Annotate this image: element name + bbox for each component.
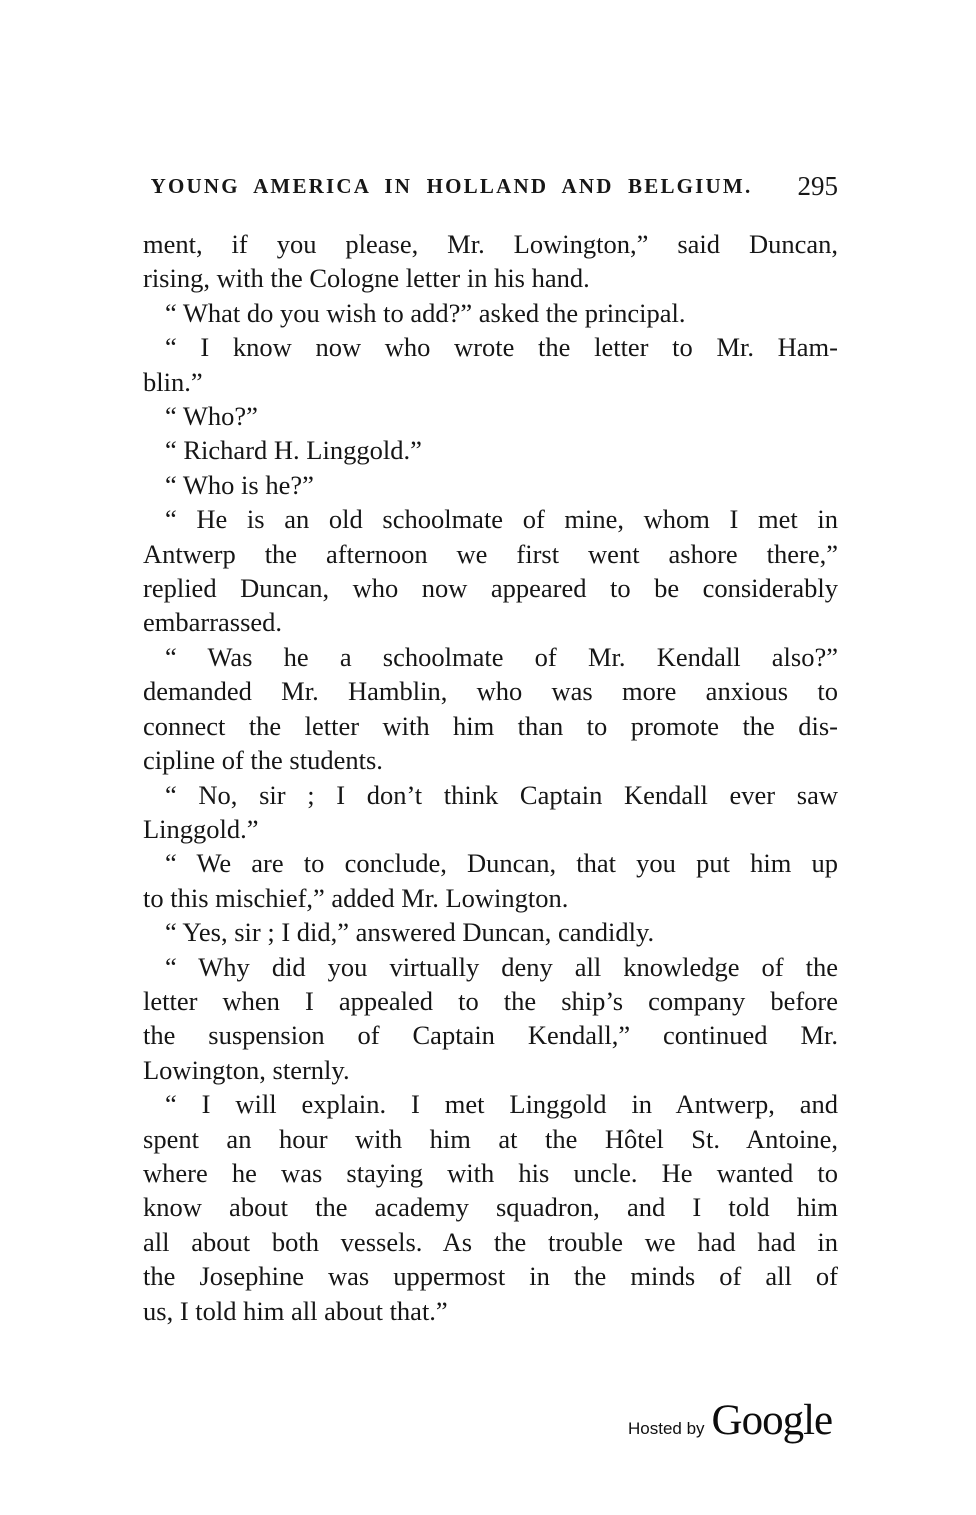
paragraph [143, 502, 838, 640]
text-line: the Josephine was uppermost in the minds of all of [143, 1261, 838, 1292]
text-line: blin.” [143, 366, 203, 397]
text-line: know about the academy squadron, and I told him [143, 1192, 838, 1223]
paragraph [143, 330, 838, 399]
text-line: to this mischief,” added Mr. Lowington. [143, 882, 569, 913]
paragraph [143, 399, 838, 433]
text-line: the suspension of Captain Kendall,” continued Mr. [143, 1020, 838, 1051]
text-line: “ Why did you virtually deny all knowledge of the [165, 951, 838, 982]
paragraph [143, 950, 838, 1088]
paragraph [143, 296, 838, 330]
paragraph [143, 227, 838, 296]
text-line: ment, if you please, Mr. Lowington,” said Duncan, [143, 229, 838, 259]
text-line: embarrassed. [143, 607, 283, 638]
text-line: cipline of the students. [143, 745, 383, 776]
text-line: where he was staying with his uncle. He wanted to [143, 1157, 838, 1188]
text-line: Antwerp the afternoon we first went ashore there,” [143, 538, 838, 569]
running-head [143, 171, 838, 201]
paragraph [143, 915, 838, 949]
text-line: spent an hour with him at the Hôtel St. Antoine, [143, 1123, 838, 1154]
hosted-by-google [628, 1396, 832, 1445]
text-line: “ Was he a schoolmate of Mr. Kendall also?” [165, 641, 838, 672]
text-line: connect the letter with him than to promote the dis- [143, 710, 838, 741]
text-line: us, I told him all about that.” [143, 1295, 448, 1326]
google-logo: Google [711, 1397, 833, 1444]
text-line: “ Richard H. Linggold.” [165, 435, 422, 466]
text-line: “ I will explain. I met Linggold in Antwerp, and [165, 1089, 838, 1120]
hosted-by-label: Hosted by [628, 1419, 705, 1438]
text-line: “ No, sir ; I don’t think Captain Kendall ever saw [165, 779, 838, 810]
paragraph [143, 433, 838, 467]
text-line: “ Yes, sir ; I did,” answered Duncan, candidly. [165, 917, 655, 948]
text-line: “ Who?” [165, 401, 258, 432]
paragraph [143, 640, 838, 778]
text-line: letter when I appealed to the ship’s company before [143, 985, 838, 1016]
text-line: “ He is an old schoolmate of mine, whom I met in [165, 504, 838, 535]
text-line: Lowington, sternly. [143, 1054, 350, 1085]
text-line: all about both vessels. As the trouble we had had in [143, 1226, 838, 1257]
paragraph [143, 468, 838, 502]
text-line: “ Who is he?” [165, 469, 314, 500]
paragraph [143, 1087, 838, 1328]
paragraph [143, 846, 838, 915]
page-number: 295 [797, 171, 838, 201]
text-line: rising, with the Cologne letter in his hand. [143, 263, 590, 294]
text-line: “ I know now who wrote the letter to Mr. Ham- [165, 332, 838, 363]
text-line: replied Duncan, who now appeared to be considerably [143, 573, 838, 604]
body-text [143, 227, 838, 1328]
text-line: “ We are to conclude, Duncan, that you put him up [165, 848, 838, 879]
text-line: Linggold.” [143, 813, 259, 844]
text-line: “ What do you wish to add?” asked the principal. [165, 297, 686, 328]
text-line: demanded Mr. Hamblin, who was more anxious to [143, 676, 838, 707]
paragraph [143, 778, 838, 847]
page-title: YOUNG AMERICA IN HOLLAND AND BELGIUM. [150, 174, 753, 198]
